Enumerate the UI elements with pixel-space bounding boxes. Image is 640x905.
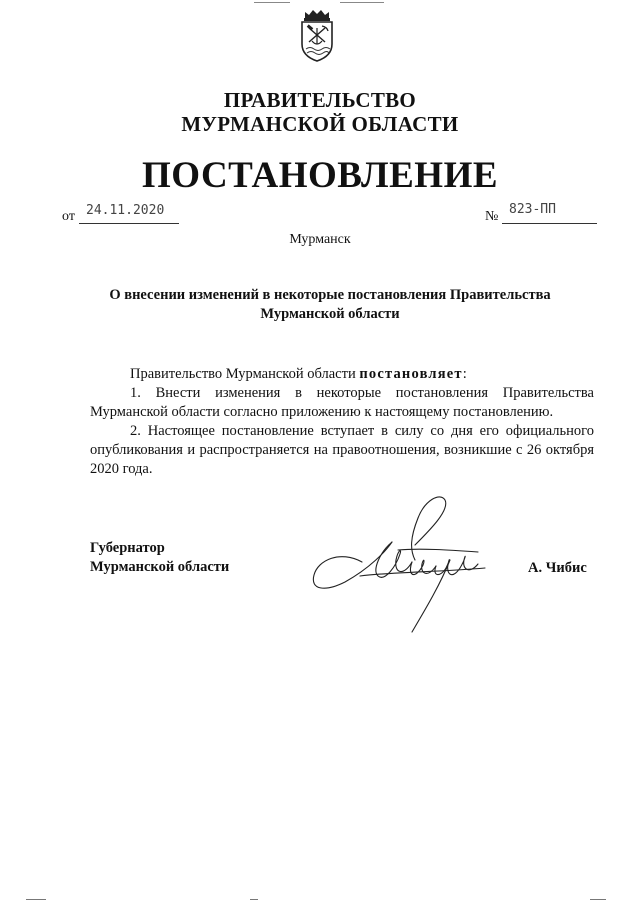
signatory-title: [90, 539, 229, 577]
subject-line2: Мурманской области: [260, 306, 400, 322]
org-name-line1: ПРАВИТЕЛЬСТВО: [223, 88, 417, 112]
coat-of-arms-icon: [296, 8, 338, 64]
org-name-line2: МУРМАНСКОЙ ОБЛАСТИ: [181, 112, 459, 136]
scan-edge-top-right: [340, 2, 384, 3]
date-value: 24.11.2020: [86, 203, 165, 218]
document-type-title: ПОСТАНОВЛЕНИЕ: [141, 155, 499, 196]
number-value: 823-ПП: [509, 202, 556, 217]
subject-line1: О внесении изменений в некоторые постановления Правительства: [109, 287, 551, 303]
number-prefix: №: [485, 209, 499, 224]
handwritten-signature: [300, 490, 510, 640]
scan-edge-bottom-left: [26, 899, 46, 900]
preamble: [90, 365, 594, 384]
signatory-title-line1: Губернатор: [90, 540, 165, 556]
scan-edge-bottom-right: [590, 899, 606, 900]
city-label: Мурманск: [289, 232, 351, 247]
item-2: 2. Настоящее постановление вступает в силу со дня его официального опубликования и распространяется на правоотношения, возникшие с 26 октября 2020 года.: [90, 423, 594, 477]
preamble-keyword: постановляет: [359, 366, 463, 382]
signatory-title-line2: Мурманской области: [90, 559, 230, 575]
date-prefix: от: [62, 209, 75, 224]
number-underline: [502, 223, 597, 224]
item-1: 1. Внести изменения в некоторые постановления Правительства Мурманской области согласно приложению к настоящему постановлению.: [90, 385, 594, 420]
signatory-name: А. Чибис: [528, 560, 587, 576]
preamble-end: :: [462, 366, 467, 382]
document-subject: [80, 286, 580, 324]
scan-edge-top-left: [254, 2, 290, 3]
preamble-start: Правительство Мурманской области: [130, 366, 360, 382]
scan-edge-bottom-mid: [250, 899, 258, 900]
date-underline: [79, 223, 179, 224]
